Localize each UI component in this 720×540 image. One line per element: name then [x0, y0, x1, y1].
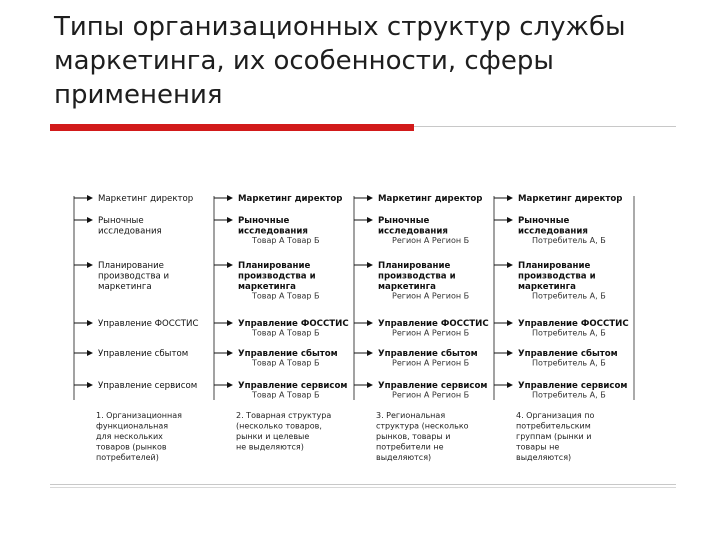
- unit-label: Управление ФОССТИС: [378, 319, 489, 329]
- unit-label: исследования: [98, 226, 162, 237]
- structure-type-note: группам (рынки и: [516, 432, 592, 441]
- segment-label: Регион А Регион Б: [392, 328, 470, 338]
- unit-label: Управление сбытом: [378, 349, 478, 359]
- structure-type-note: выделяются): [376, 453, 432, 462]
- unit-label: Маркетинг директор: [518, 194, 623, 204]
- unit-label: Рыночные: [98, 216, 144, 226]
- unit-label: Маркетинг директор: [238, 194, 343, 204]
- unit-label: производства и: [378, 271, 456, 282]
- segment-label: Товар А Товар Б: [252, 236, 320, 245]
- unit-label: Планирование: [238, 261, 311, 271]
- unit-label: маркетинга: [518, 282, 576, 292]
- segment-label: Регион А Регион Б: [392, 390, 470, 400]
- segment-label: Потребитель А, Б: [532, 291, 606, 301]
- unit-label: исследования: [238, 226, 308, 237]
- structure-type-note: потребительским: [516, 421, 591, 431]
- unit-label: Рыночные: [518, 216, 570, 226]
- structure-type-note: структура (несколько: [376, 421, 469, 431]
- segment-label: Товар А Товар Б: [252, 358, 320, 368]
- segment-label: Потребитель А, Б: [532, 390, 606, 400]
- segment-label: Товар А Товар Б: [252, 390, 320, 400]
- unit-label: Управление сбытом: [98, 349, 189, 359]
- segment-label: Товар А Товар Б: [252, 328, 320, 338]
- unit-label: производства и: [238, 271, 316, 282]
- structure-type-note: 3. Региональная: [376, 411, 446, 420]
- structure-type-note: 2. Товарная структура: [236, 411, 332, 420]
- unit-label: Управление сервисом: [98, 381, 198, 391]
- structure-type-note: функциональная: [96, 421, 169, 431]
- unit-label: исследования: [518, 226, 588, 237]
- unit-label: производства и: [518, 271, 596, 282]
- segment-label: Товар А Товар Б: [252, 291, 320, 301]
- unit-label: Планирование: [378, 261, 451, 271]
- unit-label: Управление сервисом: [238, 381, 348, 391]
- unit-label: Управление сбытом: [238, 349, 338, 359]
- unit-label: Управление сбытом: [518, 349, 618, 359]
- segment-label: Потребитель А, Б: [532, 236, 606, 245]
- unit-label: маркетинга: [378, 282, 436, 292]
- structure-type-note: 1. Организационная: [96, 411, 182, 420]
- unit-label: маркетинга: [98, 282, 152, 292]
- structure-type-note: рынки и целевые: [236, 432, 310, 441]
- title-line-2: маркетинга, их особенности, сферы: [54, 46, 554, 76]
- unit-label: Маркетинг директор: [378, 194, 483, 204]
- segment-label: Регион А Регион Б: [392, 291, 470, 301]
- structure-type-note: не выделяются): [236, 442, 304, 452]
- footer-divider-2: [50, 487, 676, 488]
- unit-label: Планирование: [518, 261, 591, 271]
- segment-label: Регион А Регион Б: [392, 358, 470, 368]
- unit-label: Управление сервисом: [378, 381, 488, 391]
- segment-label: Потребитель А, Б: [532, 358, 606, 368]
- unit-label: исследования: [378, 226, 448, 237]
- structure-type-note: для нескольких: [96, 432, 163, 441]
- unit-label: Рыночные: [378, 216, 430, 226]
- structure-type-note: потребителей): [96, 453, 159, 462]
- structure-type-note: потребители не: [376, 442, 444, 452]
- structure-type-note: выделяются): [516, 453, 572, 462]
- title-line-3: применения: [54, 80, 223, 110]
- unit-label: маркетинга: [238, 282, 296, 292]
- unit-label: Планирование: [98, 261, 164, 271]
- structure-type-note: товары не: [516, 442, 560, 452]
- unit-label: производства и: [98, 271, 170, 282]
- unit-label: Управление ФОССТИС: [518, 319, 629, 329]
- unit-label: Маркетинг директор: [98, 194, 194, 204]
- title-line-1: Типы организационных структур службы: [54, 12, 626, 42]
- unit-label: Управление ФОССТИС: [238, 319, 349, 329]
- segment-label: Регион А Регион Б: [392, 236, 470, 245]
- structure-type-note: 4. Организация по: [516, 411, 595, 420]
- structure-type-note: рынков, товары и: [376, 432, 451, 441]
- structure-type-note: товаров (рынков: [96, 442, 167, 452]
- segment-label: Потребитель А, Б: [532, 328, 606, 338]
- unit-label: Управление сервисом: [518, 381, 628, 391]
- footer-divider: [50, 484, 676, 485]
- structure-type-note: (несколько товаров,: [236, 421, 322, 431]
- unit-label: Управление ФОССТИС: [98, 319, 199, 329]
- unit-label: Рыночные: [238, 216, 290, 226]
